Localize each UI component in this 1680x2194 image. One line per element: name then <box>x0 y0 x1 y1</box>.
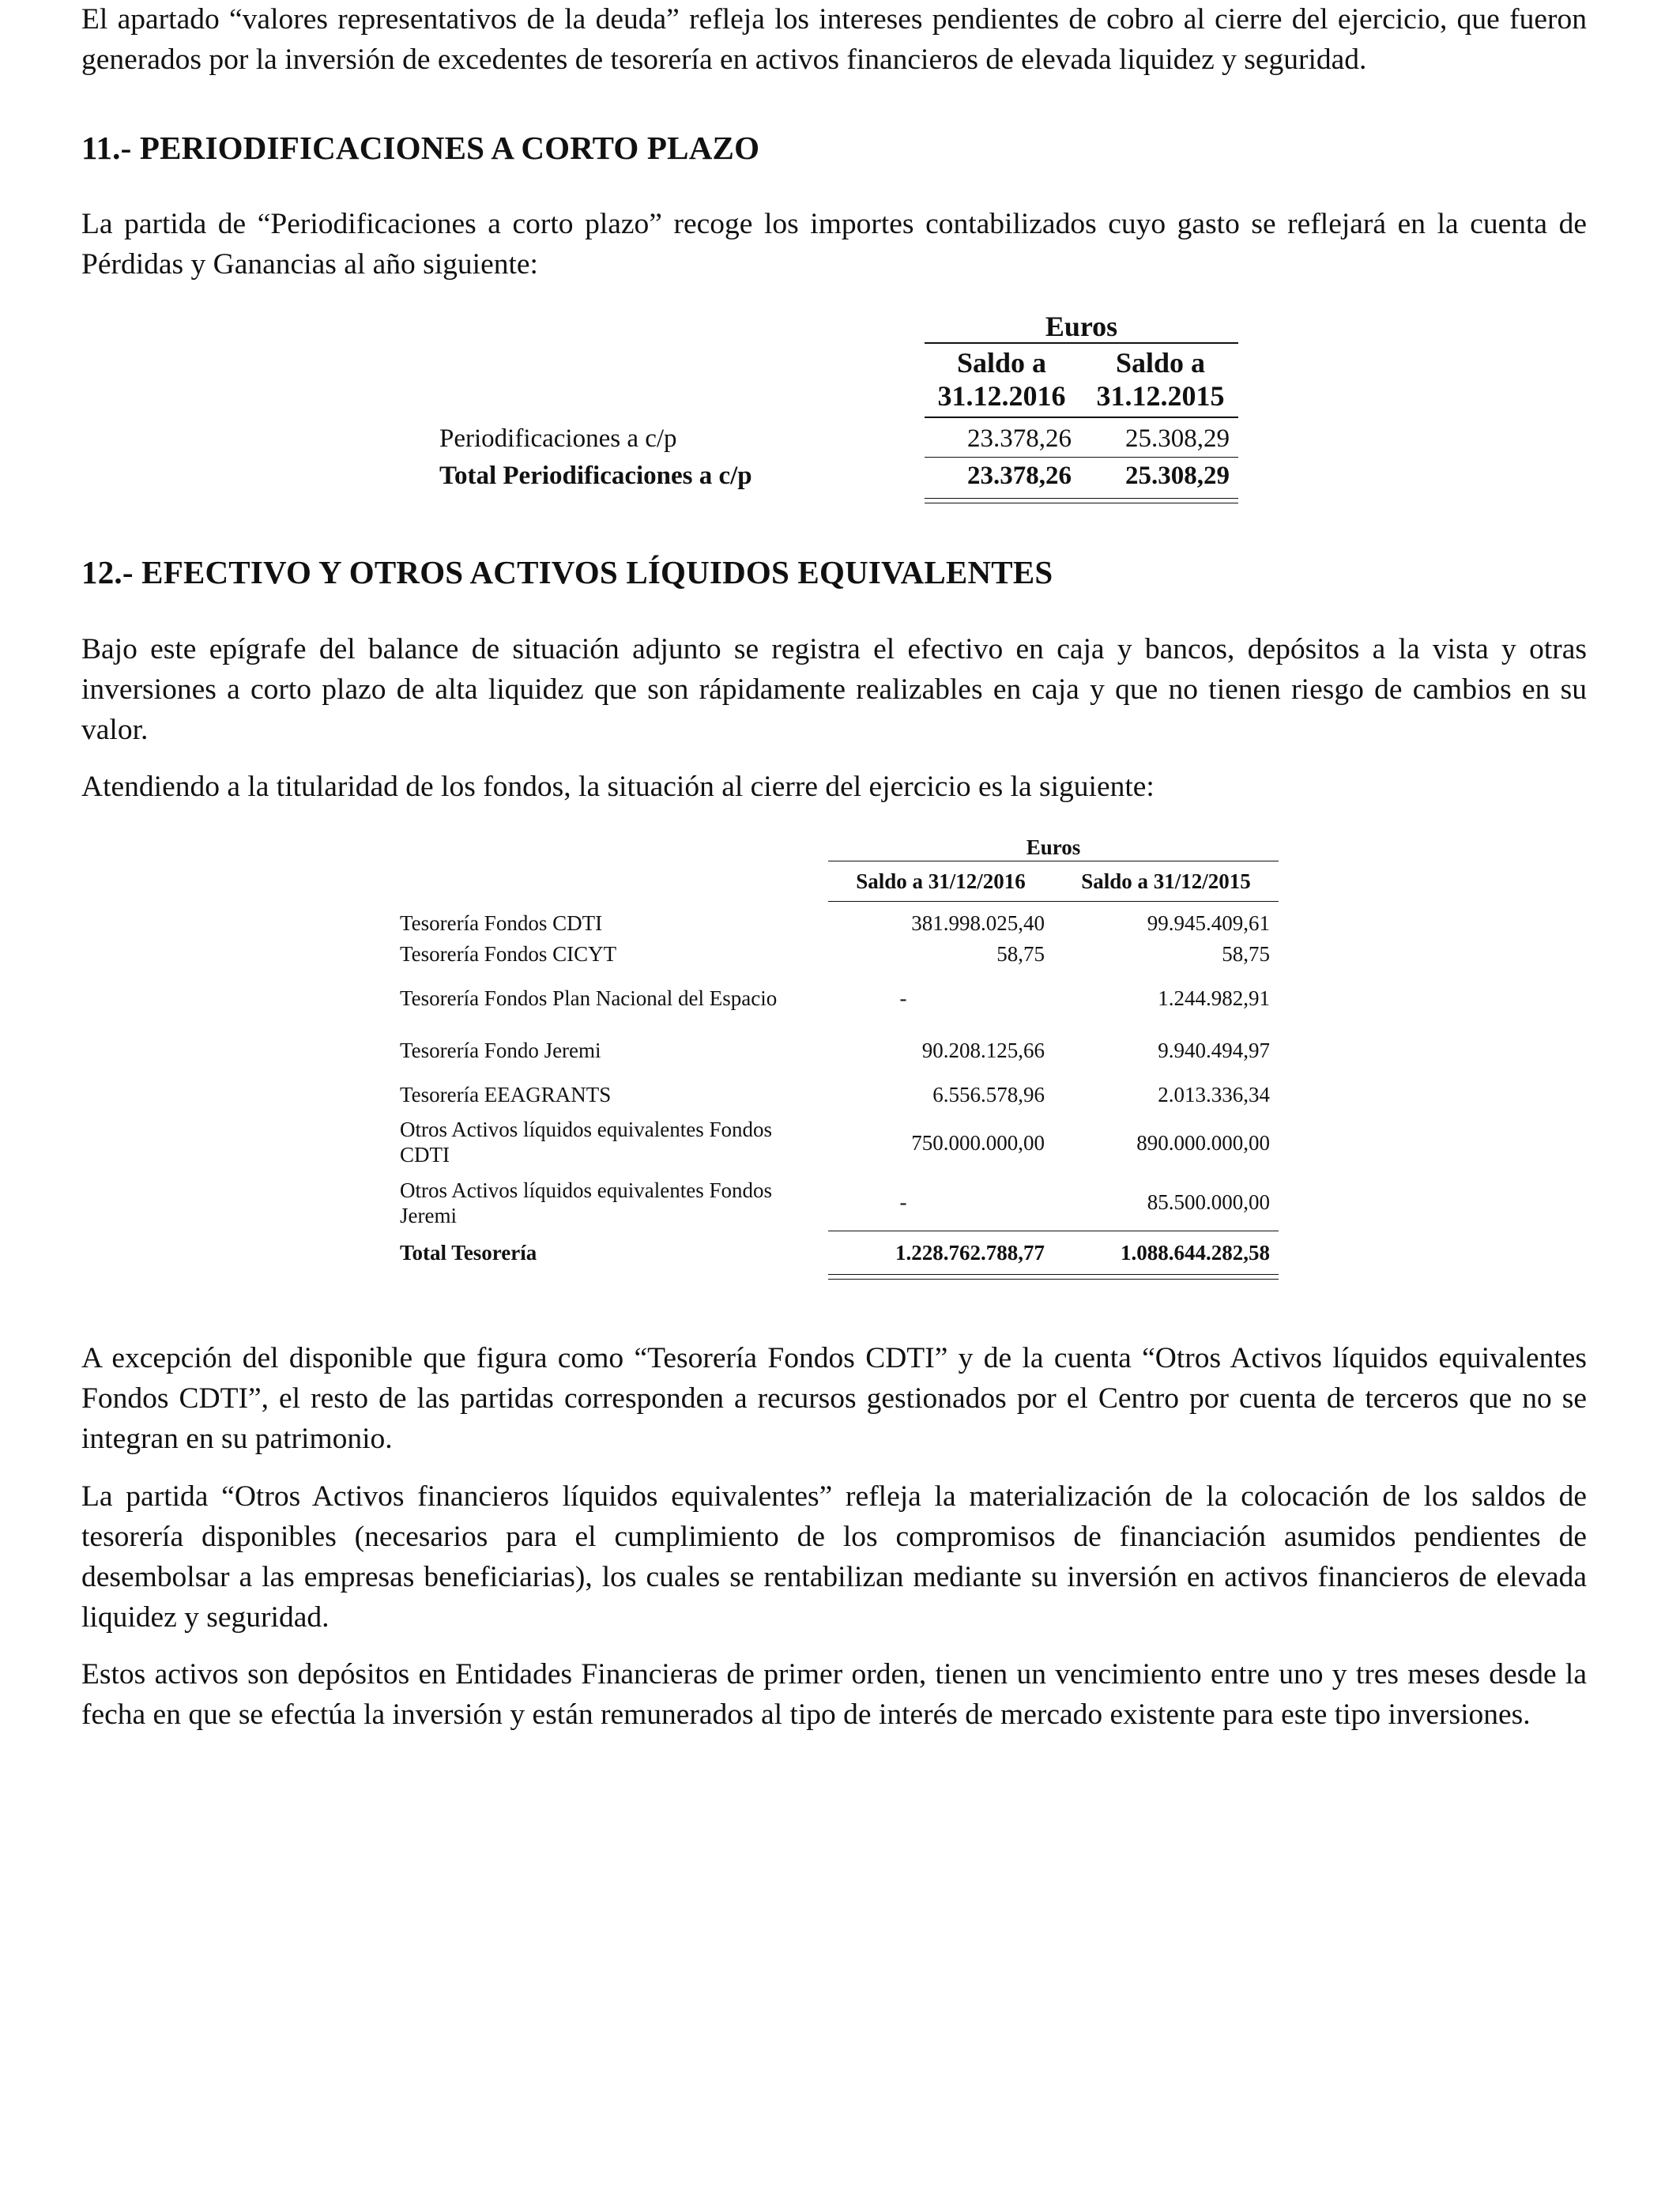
table2-row-value-2015: 9.940.494,97 <box>1158 1039 1270 1062</box>
table2-row-value-2015: 58,75 <box>1222 942 1270 966</box>
table1-double-rule-a <box>925 498 1238 499</box>
table2-row-label: Tesorería Fondo Jeremi <box>400 1039 601 1062</box>
table2-row-label: Otros Activos líquidos equivalentes Fondos CDTI <box>400 1118 772 1167</box>
table1-col2-line2: 31.12.2015 <box>1096 380 1225 412</box>
table2-total-value-2015: 1.088.644.282,58 <box>1121 1241 1270 1265</box>
table1-row-value-2015: 25.308,29 <box>1125 424 1230 453</box>
table2-row-value-2016: - <box>899 1190 907 1214</box>
table2-row-value-2015: 99.945.409,61 <box>1147 911 1270 935</box>
section-11-heading: 11.- PERIODIFICACIONES A CORTO PLAZO <box>81 130 760 166</box>
table1-row-label: Periodificaciones a c/p <box>439 424 677 453</box>
table2-row-label: Tesorería Fondos Plan Nacional del Espacio <box>400 986 778 1010</box>
section-12-paragraph-1: Bajo este epígrafe del balance de situación adjunto se registra el efectivo en caja y bancos, depósitos a la vista y otras inversiones a corto plazo de alta liquidez que son rápidamente realizables en caja y que no tienen riesgo de cambios en su valor. <box>81 633 1587 746</box>
table2-row-label: Tesorería Fondos CICYT <box>400 942 617 966</box>
table2-currency-header: Euros <box>1026 835 1081 859</box>
table2-row-value-2015: 2.013.336,34 <box>1158 1083 1270 1106</box>
table2-double-rule-a <box>828 1274 1279 1275</box>
table1-total-value-2016: 23.378,26 <box>967 462 1072 490</box>
table1-col1-line2: 31.12.2016 <box>937 380 1066 412</box>
table2-col2-header: Saldo a 31/12/2015 <box>1081 869 1251 893</box>
table2-row-value-2016: 58,75 <box>996 942 1045 966</box>
table2-row-label: Tesorería EEAGRANTS <box>400 1083 612 1106</box>
table1-col2-line1: Saldo a <box>1115 347 1206 379</box>
table2-row-value-2016: 6.556.578,96 <box>932 1083 1045 1106</box>
section-12-heading: 12.- EFECTIVO Y OTROS ACTIVOS LÍQUIDOS EQUIVALENTES <box>81 554 1053 590</box>
table2-row-value-2016: - <box>899 986 907 1010</box>
table1-columns-rule <box>925 417 1238 418</box>
table2-row-value-2015: 85.500.000,00 <box>1147 1190 1270 1214</box>
table2-columns-rule <box>828 901 1279 902</box>
table1-header-rule <box>925 342 1238 344</box>
section-11-paragraph: La partida de “Periodificaciones a corto plazo” recoge los importes contabilizados cuyo gasto se reflejará en la cuenta de Pérdidas y Ganancias al año siguiente: <box>81 208 1587 281</box>
intro-paragraph: El apartado “valores representativos de la deuda” refleja los intereses pendientes de cobro al cierre del ejercicio, que fueron generados por la inversión de excedentes de tesorería en activos financieros de elevada liquidez y seguridad. <box>81 3 1587 76</box>
table1-currency-header: Euros <box>1045 311 1118 342</box>
table2-row-value-2015: 1.244.982,91 <box>1158 986 1270 1010</box>
table1-total-label: Total Periodificaciones a c/p <box>439 462 752 490</box>
section-12-paragraph-3: A excepción del disponible que figura como “Tesorería Fondos CDTI” y de la cuenta “Otros Activos líquidos equivalentes Fondos CDTI”, el resto de las partidas corresponden a recursos gestionados por el Centro por cuenta de terceros que no se integran en su patrimonio. <box>81 1342 1587 1455</box>
table2-total-value-2016: 1.228.762.788,77 <box>895 1241 1045 1265</box>
section-12-paragraph-2: Atendiendo a la titularidad de los fondos, la situación al cierre del ejercicio es la siguiente: <box>81 771 1155 803</box>
table2-row-label: Otros Activos líquidos equivalentes Fondos Jeremi <box>400 1178 772 1227</box>
table2-row-value-2016: 90.208.125,66 <box>921 1039 1045 1062</box>
table2-row-value-2016: 381.998.025,40 <box>911 911 1045 935</box>
table1-row-value-2016: 23.378,26 <box>967 424 1072 453</box>
table2-total-label: Total Tesorería <box>400 1241 537 1265</box>
table2-row-value-2016: 750.000.000,00 <box>911 1131 1045 1155</box>
table1-total-rule <box>925 457 1238 458</box>
table2-col1-header: Saldo a 31/12/2016 <box>856 869 1026 893</box>
table1-total-value-2015: 25.308,29 <box>1125 462 1230 490</box>
table2-row-value-2015: 890.000.000,00 <box>1136 1131 1270 1155</box>
section-12-paragraph-5: Estos activos son depósitos en Entidades Financieras de primer orden, tienen un vencimiento entre uno y tres meses desde la fecha en que se efectúa la inversión y están remunerados al tipo de interés de mercado existente para este tipo inversiones. <box>81 1658 1587 1731</box>
section-12-paragraph-4: La partida “Otros Activos financieros líquidos equivalentes” refleja la materialización de la colocación de los saldos de tesorería disponibles (necesarios para el cumplimiento de los compromisos de financiación asumidos pendientes de desembolsar a las empresas beneficiarias), los cuales se rentabilizan mediante su inversión en activos financieros de elevada liquidez y seguridad. <box>81 1480 1587 1634</box>
table2-double-rule-b <box>828 1279 1279 1280</box>
table2-row-label: Tesorería Fondos CDTI <box>400 911 603 935</box>
table1-col1-line1: Saldo a <box>956 347 1047 379</box>
